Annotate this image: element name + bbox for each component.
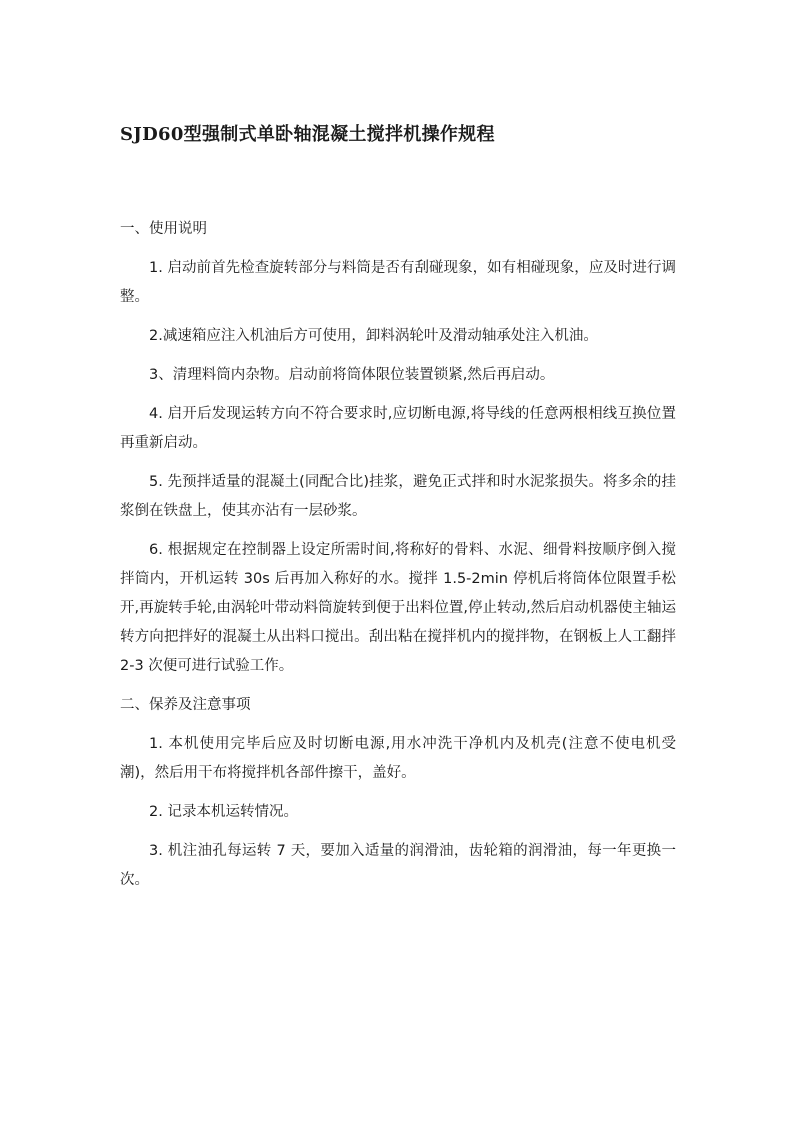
- maintenance-item-3: 3. 机注油孔每运转 7 天，要加入适量的润滑油，齿轮箱的润滑油，每一年更换一次。: [120, 843, 676, 888]
- usage-item-4: 4. 启开后发现运转方向不符合要求时,应切断电源,将导线的任意两根相线互换位置再重新启动。: [120, 406, 676, 451]
- section-heading: 一、使用说明: [120, 221, 207, 237]
- maintenance-item-1: 1. 本机使用完毕后应及时切断电源,用水冲洗干净机内及机壳(注意不使电机受潮)，然后用干布将搅拌机各部件擦干，盖好。: [120, 736, 676, 781]
- usage-item-6: 6. 根据规定在控制器上设定所需时间,将称好的骨料、水泥、细骨料按顺序倒入搅拌筒内，开机运转 30s 后再加入称好的水。搅拌 1.5-2min 停机后将筒体位限置手松开,再旋转手轮,由涡轮叶带动料筒旋转到便于出料位置,停止转动,然后启动机器使主轴运转方向把拌好的混凝土从出料口搅出。刮出粘在搅拌机内的搅拌物，在钢板上人工翻拌 2-3 次便可进行试验工作。: [120, 542, 676, 674]
- usage-item-2: 2.减速箱应注入机油后方可使用，卸料涡轮叶及滑动轴承处注入机油。: [149, 328, 598, 344]
- maintenance-item-2: 2. 记录本机运转情况。: [149, 804, 298, 820]
- document-body: [120, 215, 676, 905]
- usage-item-3: 3、清理料筒内杂物。启动前将筒体限位装置锁紧,然后再启动。: [149, 367, 555, 383]
- usage-item-5: 5. 先预拌适量的混凝土(同配合比)挂浆，避免正式拌和时水泥浆损失。将多余的挂浆倒在铁盘上，使其亦沾有一层砂浆。: [120, 474, 676, 519]
- section-heading: 二、保养及注意事项: [120, 697, 251, 713]
- section-usage: [120, 215, 676, 681]
- usage-item-1: 1. 启动前首先检查旋转部分与料筒是否有刮碰现象，如有相碰现象，应及时进行调整。: [120, 260, 676, 305]
- section-maintenance: [120, 691, 676, 895]
- document-title: SJD60型强制式单卧轴混凝土搅拌机操作规程: [120, 124, 495, 145]
